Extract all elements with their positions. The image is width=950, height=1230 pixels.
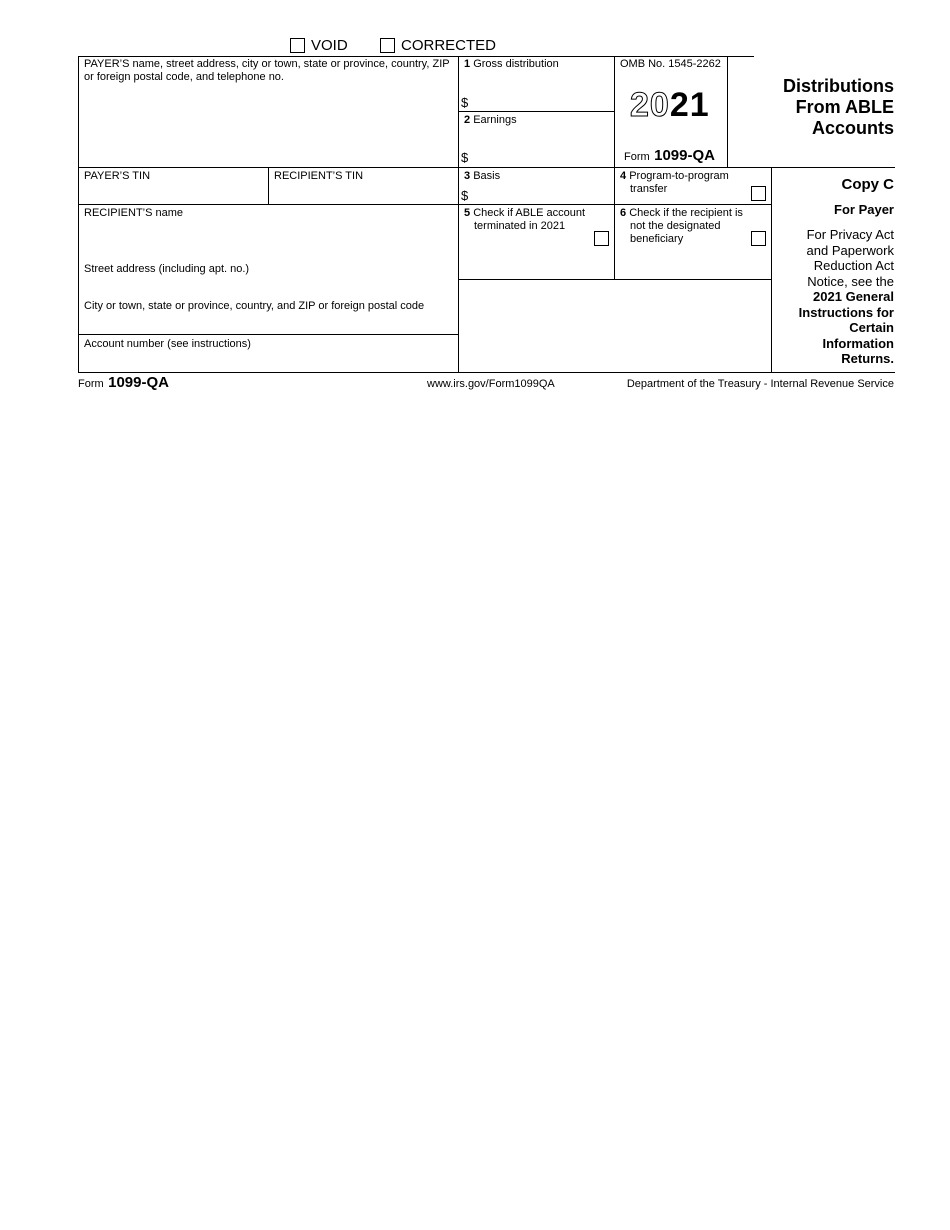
box5-text-line1: Check if ABLE account [473, 207, 586, 219]
box1-bottom [458, 111, 614, 112]
box3-text: Basis [473, 170, 501, 182]
footer-form-prefix: Form [78, 378, 104, 390]
payer-info-label: PAYER’S name, street address, city or town, state or province, country, ZIP or foreign postal code, and telephone no. [84, 58, 450, 83]
notice-line1: For Privacy Act [806, 227, 894, 242]
box1-number: 1 [464, 58, 471, 70]
box6-checkbox[interactable] [751, 231, 766, 246]
col-divider-2 [614, 56, 615, 280]
corrected-checkbox[interactable] [380, 38, 395, 53]
col-divider-1 [458, 56, 459, 373]
void-checkbox[interactable] [290, 38, 305, 53]
copy-panel [776, 175, 894, 367]
box1-dollar: $ [461, 95, 469, 110]
copy-notice [776, 227, 894, 367]
notice-bold3: Certain [849, 320, 894, 335]
account-number-label: Account number (see instructions) [84, 338, 251, 350]
omb-number: OMB No. 1545-2262 [620, 58, 721, 70]
box4-label [620, 170, 729, 196]
corrected-label: CORRECTED [401, 37, 497, 54]
box4-number: 4 [620, 170, 627, 182]
box3-field[interactable] [472, 185, 612, 203]
city-label: City or town, state or province, country, and ZIP or foreign postal code [84, 300, 425, 312]
box5-checkbox[interactable] [594, 231, 609, 246]
payer-tin-field[interactable] [80, 184, 266, 203]
recipient-name-label: RECIPIENT’S name [84, 207, 184, 219]
copy-for: For Payer [834, 202, 894, 217]
box2-field[interactable] [472, 147, 612, 165]
form-row1-bottom [78, 167, 895, 168]
form-prefix: Form [624, 151, 650, 163]
box4-text-line1: Program-to-program [629, 170, 729, 182]
copy-title: Copy C [841, 176, 894, 193]
form-id-header [624, 147, 715, 165]
box6-text-line2: not the designated [630, 220, 721, 232]
box6-text-line3: beneficiary [630, 233, 684, 245]
notice-line4: Notice, see the [807, 273, 894, 289]
omb-right-border [727, 56, 728, 168]
notice-bold4: Information [822, 335, 894, 351]
box3-label [464, 170, 500, 183]
form-title-line3: Accounts [811, 118, 894, 138]
street-address-label: Street address (including apt. no.) [84, 263, 250, 275]
box1-field[interactable] [472, 92, 612, 110]
form-row2-bottom [78, 204, 771, 205]
form-title-line2: From ABLE [795, 97, 894, 117]
box6-number: 6 [620, 207, 627, 219]
box2-number: 2 [464, 114, 471, 126]
copy-left-border [771, 167, 772, 373]
box2-label [464, 114, 517, 127]
footer-department: Department of the Treasury - Internal Revenue Service [626, 378, 894, 390]
box4-text-line2: transfer [630, 183, 668, 195]
footer-form-name: 1099-QA [108, 374, 169, 391]
box2-dollar: $ [461, 150, 469, 165]
city-field[interactable] [80, 314, 456, 333]
notice-bold5: Returns. [841, 351, 894, 366]
notice-line2: and Paperwork [806, 242, 894, 258]
tax-year-bold: 21 [669, 86, 710, 124]
recipient-tin-field[interactable] [270, 184, 456, 203]
box6-label [620, 207, 743, 246]
box4-checkbox[interactable] [751, 186, 766, 201]
tax-year-outline: 20 [630, 86, 670, 124]
recipient-tin-label: RECIPIENT’S TIN [274, 170, 364, 182]
recipient-name-field[interactable] [80, 222, 456, 260]
footer-form-id [78, 374, 169, 392]
box1-label [464, 58, 559, 71]
payer-tin-label: PAYER’S TIN [84, 170, 151, 182]
box3-dollar: $ [461, 188, 469, 203]
form-title-line1: Distributions [783, 76, 894, 96]
footer-url: www.irs.gov/Form1099QA [427, 378, 555, 390]
form-title [783, 76, 894, 139]
notice-bold1: 2021 General [813, 289, 894, 304]
tin-divider [268, 167, 269, 205]
form-left-border [78, 56, 79, 373]
box6-text-line1: Check if the recipient is [629, 207, 743, 219]
box1-text: Gross distribution [473, 58, 559, 70]
box2-text: Earnings [473, 114, 517, 126]
box3-number: 3 [464, 170, 471, 182]
form-top-border [78, 56, 754, 57]
box5-label [464, 207, 585, 233]
city-bottom [78, 334, 458, 335]
account-number-field[interactable] [80, 352, 456, 371]
street-address-field[interactable] [80, 278, 456, 298]
tax-year [630, 86, 710, 125]
box5-text-line2: terminated in 2021 [474, 220, 566, 232]
notice-bold2: Instructions for [798, 304, 894, 320]
notice-line3: Reduction Act [813, 258, 894, 273]
form-number: 1099-QA [654, 147, 715, 164]
void-label: VOID [311, 37, 348, 54]
form-bottom-border [78, 372, 895, 373]
payer-info-field[interactable] [80, 86, 456, 166]
box5-number: 5 [464, 207, 471, 219]
